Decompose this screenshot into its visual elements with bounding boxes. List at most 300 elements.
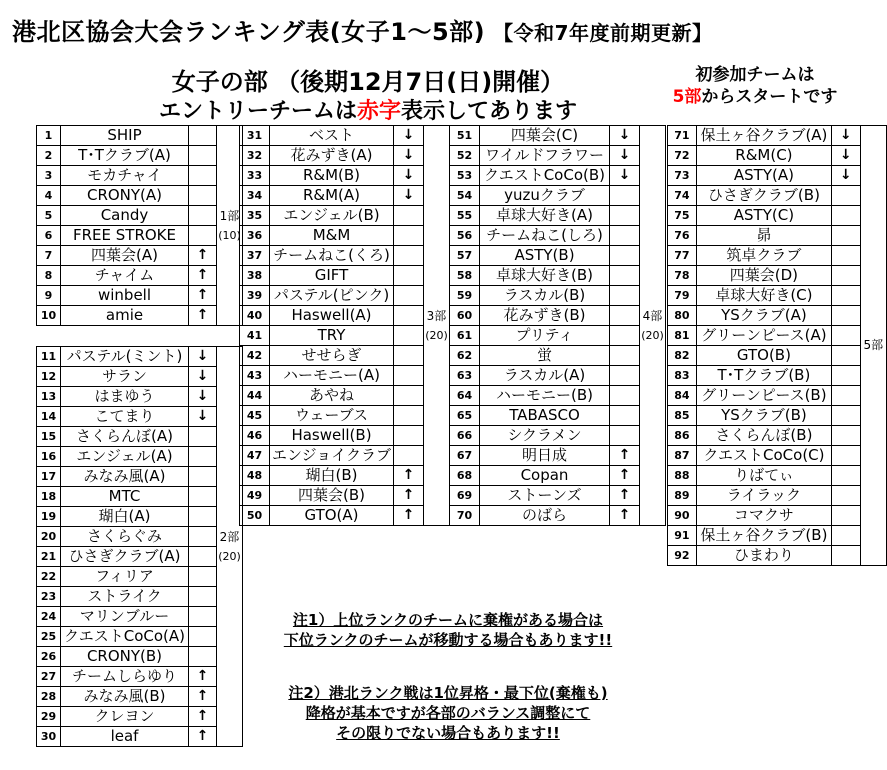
new-team-line2: からスタートです xyxy=(701,87,838,107)
rank-number: 59 xyxy=(450,286,480,306)
table-row xyxy=(37,206,243,226)
movement-arrow xyxy=(189,567,217,587)
movement-arrow xyxy=(189,126,217,146)
team-name: ひまわり xyxy=(696,546,831,566)
team-name: プリティ xyxy=(480,326,610,346)
table-row xyxy=(450,486,666,506)
team-name: ひさぎクラブ(B) xyxy=(696,186,831,206)
movement-arrow xyxy=(189,427,217,447)
team-name: ハーモニー(B) xyxy=(480,386,610,406)
table-row xyxy=(668,486,887,506)
division-name: 5部 xyxy=(863,338,884,352)
movement-arrow xyxy=(189,487,217,507)
rank-number: 52 xyxy=(450,146,480,166)
rank-number: 34 xyxy=(240,186,270,206)
movement-arrow xyxy=(610,426,640,446)
entry-note xyxy=(108,94,628,125)
team-name: こてまり xyxy=(61,407,189,427)
team-name: クエストCoCo(B) xyxy=(480,166,610,186)
team-name: コマクサ xyxy=(696,506,831,526)
movement-arrow xyxy=(394,306,424,326)
table-row xyxy=(450,306,666,326)
table-row xyxy=(37,587,243,607)
rank-number: 85 xyxy=(668,406,697,426)
team-name: T･Tクラブ(A) xyxy=(61,146,189,166)
rank-number: 21 xyxy=(37,547,61,567)
team-name: はまゆう xyxy=(61,387,189,407)
rank-number: 46 xyxy=(240,426,270,446)
table-row xyxy=(450,426,666,446)
update-label: 【令和7年度前期更新】 xyxy=(493,21,713,45)
movement-arrow xyxy=(394,426,424,446)
movement-arrow xyxy=(832,446,860,466)
team-name: T･Tクラブ(B) xyxy=(696,366,831,386)
rank-number: 54 xyxy=(450,186,480,206)
rank-number: 55 xyxy=(450,206,480,226)
team-name: チームしらゆり xyxy=(61,667,189,687)
table-row xyxy=(37,727,243,747)
table-row xyxy=(37,186,243,206)
team-name: あやね xyxy=(270,386,394,406)
movement-arrow xyxy=(394,326,424,346)
table-row xyxy=(37,286,243,306)
table-row xyxy=(668,246,887,266)
team-name: YSクラブ(B) xyxy=(696,406,831,426)
rank-number: 36 xyxy=(240,226,270,246)
team-name: クレヨン xyxy=(61,707,189,727)
rank-number: 66 xyxy=(450,426,480,446)
team-name: エンジェル(B) xyxy=(270,206,394,226)
movement-arrow xyxy=(610,366,640,386)
note-2 xyxy=(258,683,638,743)
team-name: ワイルドフラワー xyxy=(480,146,610,166)
rank-number: 16 xyxy=(37,447,61,467)
rank-number: 6 xyxy=(37,226,61,246)
table-row xyxy=(37,246,243,266)
rank-number: 20 xyxy=(37,527,61,547)
rank-number: 42 xyxy=(240,346,270,366)
movement-arrow: ↓ xyxy=(610,146,640,166)
team-name: SHIP xyxy=(61,126,189,146)
team-name: パステル(ミント) xyxy=(61,347,189,367)
rank-number: 70 xyxy=(450,506,480,526)
table-row xyxy=(37,226,243,246)
team-name: 花みずき(B) xyxy=(480,306,610,326)
team-name: ストライク xyxy=(61,587,189,607)
division-name: 4部 xyxy=(642,308,663,323)
team-name: CRONY(A) xyxy=(61,186,189,206)
team-name: ストーンズ xyxy=(480,486,610,506)
note-2-line-1: 注2）港北ランク戦は1位昇格・最下位(棄権も) xyxy=(288,684,608,702)
movement-arrow xyxy=(610,246,640,266)
table-row xyxy=(37,166,243,186)
team-name: M&M xyxy=(270,226,394,246)
table-row xyxy=(240,446,450,466)
table-row xyxy=(668,126,887,146)
rank-number: 31 xyxy=(240,126,270,146)
table-row xyxy=(668,426,887,446)
new-team-red: 5部 xyxy=(672,87,702,107)
team-name: amie xyxy=(61,306,189,326)
movement-arrow xyxy=(189,647,217,667)
movement-arrow xyxy=(610,346,640,366)
movement-arrow: ↓ xyxy=(189,387,217,407)
table-row xyxy=(37,347,243,367)
team-name: のばら xyxy=(480,506,610,526)
movement-arrow xyxy=(832,386,860,406)
table-row xyxy=(668,446,887,466)
new-team-line1: 初参加チームは xyxy=(695,65,815,85)
movement-arrow xyxy=(832,366,860,386)
rank-number: 11 xyxy=(37,347,61,367)
rank-number: 71 xyxy=(668,126,697,146)
team-name: R&M(B) xyxy=(270,166,394,186)
rank-number: 67 xyxy=(450,446,480,466)
rank-number: 30 xyxy=(37,727,61,747)
rank-number: 57 xyxy=(450,246,480,266)
table-row xyxy=(240,466,450,486)
movement-arrow: ↑ xyxy=(189,727,217,747)
team-name: 卓球大好き(B) xyxy=(480,266,610,286)
table-row xyxy=(668,466,887,486)
team-name: 昴 xyxy=(696,226,831,246)
movement-arrow xyxy=(832,306,860,326)
rank-number: 90 xyxy=(668,506,697,526)
movement-arrow: ↓ xyxy=(394,126,424,146)
table-row xyxy=(668,226,887,246)
team-name: YSクラブ(A) xyxy=(696,306,831,326)
movement-arrow: ↓ xyxy=(832,166,860,186)
table-row xyxy=(240,366,450,386)
table-row xyxy=(240,186,450,206)
team-name: ライラック xyxy=(696,486,831,506)
division-name: 2部 xyxy=(219,529,240,544)
movement-arrow xyxy=(394,386,424,406)
table-row xyxy=(37,306,243,326)
rank-number: 3 xyxy=(37,166,61,186)
movement-arrow xyxy=(610,286,640,306)
table-row xyxy=(37,146,243,166)
team-name: クエストCoCo(C) xyxy=(696,446,831,466)
table-row xyxy=(668,546,887,566)
rank-number: 14 xyxy=(37,407,61,427)
table-row xyxy=(668,306,887,326)
table-row xyxy=(668,506,887,526)
team-name: 四葉会(D) xyxy=(696,266,831,286)
movement-arrow xyxy=(394,366,424,386)
rank-number: 83 xyxy=(668,366,697,386)
rank-number: 32 xyxy=(240,146,270,166)
table-row xyxy=(240,206,450,226)
team-name: 四葉会(C) xyxy=(480,126,610,146)
table-row xyxy=(668,366,887,386)
table-row xyxy=(37,487,243,507)
table-row xyxy=(37,627,243,647)
team-name: チームねこ(くろ) xyxy=(270,246,394,266)
team-name: Copan xyxy=(480,466,610,486)
team-name: さくらぐみ xyxy=(61,527,189,547)
team-name: 四葉会(B) xyxy=(270,486,394,506)
division-table xyxy=(36,125,243,326)
rank-number: 84 xyxy=(668,386,697,406)
entry-prefix: エントリーチームは xyxy=(158,99,357,124)
rank-number: 87 xyxy=(668,446,697,466)
team-name: 瑚白(A) xyxy=(61,507,189,527)
team-name: せせらぎ xyxy=(270,346,394,366)
table-row xyxy=(240,166,450,186)
table-row xyxy=(450,346,666,366)
table-row xyxy=(240,226,450,246)
division-label xyxy=(860,126,886,566)
rank-number: 28 xyxy=(37,687,61,707)
movement-arrow: ↑ xyxy=(189,306,217,326)
team-name: 蛍 xyxy=(480,346,610,366)
table-row xyxy=(37,126,243,146)
team-name: モカチャイ xyxy=(61,166,189,186)
rank-number: 37 xyxy=(240,246,270,266)
movement-arrow: ↑ xyxy=(189,667,217,687)
movement-arrow xyxy=(610,266,640,286)
division-table xyxy=(36,346,243,747)
table-row xyxy=(450,366,666,386)
movement-arrow: ↑ xyxy=(189,246,217,266)
team-name: MTC xyxy=(61,487,189,507)
rank-number: 75 xyxy=(668,206,697,226)
note-2-line-2: 降格が基本ですが各部のバランス調整にて xyxy=(305,704,591,722)
table-row xyxy=(240,346,450,366)
event-subtitle: 女子の部 （後期12月7日(日)開催） xyxy=(171,68,565,96)
rank-number: 19 xyxy=(37,507,61,527)
table-row xyxy=(668,266,887,286)
movement-arrow xyxy=(189,447,217,467)
rank-number: 2 xyxy=(37,146,61,166)
rank-number: 22 xyxy=(37,567,61,587)
page-title xyxy=(12,12,882,47)
movement-arrow: ↑ xyxy=(189,707,217,727)
note-1-line-2: 下位ランクのチームが移動する場合もあります!! xyxy=(283,631,613,649)
rank-number: 91 xyxy=(668,526,697,546)
rank-number: 47 xyxy=(240,446,270,466)
team-name: エンジョイクラブ xyxy=(270,446,394,466)
team-name: FREE STROKE xyxy=(61,226,189,246)
movement-arrow: ↑ xyxy=(394,486,424,506)
rank-number: 60 xyxy=(450,306,480,326)
table-row xyxy=(450,246,666,266)
rank-number: 64 xyxy=(450,386,480,406)
table-row xyxy=(668,166,887,186)
rank-number: 1 xyxy=(37,126,61,146)
table-row xyxy=(450,166,666,186)
rank-number: 89 xyxy=(668,486,697,506)
team-name: マリンブルー xyxy=(61,607,189,627)
team-name: TABASCO xyxy=(480,406,610,426)
team-name: TRY xyxy=(270,326,394,346)
movement-arrow xyxy=(832,486,860,506)
movement-arrow: ↓ xyxy=(610,166,640,186)
division-name: 3部 xyxy=(426,308,447,323)
rank-number: 7 xyxy=(37,246,61,266)
rank-number: 76 xyxy=(668,226,697,246)
movement-arrow xyxy=(832,266,860,286)
table-row xyxy=(450,146,666,166)
team-name: グリーンピース(B) xyxy=(696,386,831,406)
division-table xyxy=(239,125,450,526)
rank-number: 44 xyxy=(240,386,270,406)
rank-number: 53 xyxy=(450,166,480,186)
rank-number: 49 xyxy=(240,486,270,506)
movement-arrow: ↑ xyxy=(610,506,640,526)
team-name: 卓球大好き(A) xyxy=(480,206,610,226)
team-name: ベスト xyxy=(270,126,394,146)
team-name: R&M(C) xyxy=(696,146,831,166)
table-row xyxy=(240,426,450,446)
movement-arrow xyxy=(610,186,640,206)
movement-arrow xyxy=(832,506,860,526)
movement-arrow: ↓ xyxy=(394,146,424,166)
movement-arrow: ↓ xyxy=(189,407,217,427)
movement-arrow xyxy=(189,166,217,186)
movement-arrow xyxy=(394,206,424,226)
movement-arrow: ↑ xyxy=(394,506,424,526)
rank-number: 40 xyxy=(240,306,270,326)
team-name: 卓球大好き(C) xyxy=(696,286,831,306)
rank-number: 63 xyxy=(450,366,480,386)
table-row xyxy=(240,506,450,526)
division-table xyxy=(449,125,666,526)
table-row xyxy=(37,507,243,527)
table-row xyxy=(668,526,887,546)
rank-number: 78 xyxy=(668,266,697,286)
table-row xyxy=(668,386,887,406)
movement-arrow xyxy=(189,627,217,647)
rank-number: 51 xyxy=(450,126,480,146)
movement-arrow: ↑ xyxy=(189,266,217,286)
movement-arrow xyxy=(832,546,860,566)
rank-number: 45 xyxy=(240,406,270,426)
team-name: yuzuクラブ xyxy=(480,186,610,206)
table-row xyxy=(37,427,243,447)
movement-arrow xyxy=(832,466,860,486)
movement-arrow xyxy=(832,406,860,426)
table-row xyxy=(37,467,243,487)
table-row xyxy=(37,687,243,707)
table-row xyxy=(450,386,666,406)
movement-arrow xyxy=(832,426,860,446)
rank-number: 4 xyxy=(37,186,61,206)
rank-number: 35 xyxy=(240,206,270,226)
table-row xyxy=(450,406,666,426)
movement-arrow: ↓ xyxy=(832,146,860,166)
movement-arrow xyxy=(394,266,424,286)
rank-number: 24 xyxy=(37,607,61,627)
team-name: 瑚白(B) xyxy=(270,466,394,486)
rank-number: 39 xyxy=(240,286,270,306)
team-name: エンジェル(A) xyxy=(61,447,189,467)
team-name: GTO(A) xyxy=(270,506,394,526)
rank-number: 77 xyxy=(668,246,697,266)
movement-arrow xyxy=(189,587,217,607)
team-name: ASTY(C) xyxy=(696,206,831,226)
table-row xyxy=(37,387,243,407)
table-row xyxy=(37,447,243,467)
movement-arrow xyxy=(832,206,860,226)
rank-number: 10 xyxy=(37,306,61,326)
movement-arrow xyxy=(832,246,860,266)
rank-number: 65 xyxy=(450,406,480,426)
team-name: ラスカル(B) xyxy=(480,286,610,306)
movement-arrow xyxy=(394,346,424,366)
movement-arrow: ↓ xyxy=(394,186,424,206)
movement-arrow: ↓ xyxy=(832,126,860,146)
rank-number: 79 xyxy=(668,286,697,306)
table-row xyxy=(668,146,887,166)
rank-number: 9 xyxy=(37,286,61,306)
table-row xyxy=(668,406,887,426)
movement-arrow xyxy=(189,146,217,166)
rank-number: 8 xyxy=(37,266,61,286)
movement-arrow: ↓ xyxy=(189,367,217,387)
table-row xyxy=(450,506,666,526)
movement-arrow: ↑ xyxy=(610,486,640,506)
rank-number: 62 xyxy=(450,346,480,366)
movement-arrow xyxy=(832,526,860,546)
rank-number: 17 xyxy=(37,467,61,487)
team-name: サラン xyxy=(61,367,189,387)
team-name: グリーンピース(A) xyxy=(696,326,831,346)
table-row xyxy=(668,286,887,306)
team-name: さくらんぼ(B) xyxy=(696,426,831,446)
movement-arrow xyxy=(394,286,424,306)
movement-arrow: ↓ xyxy=(610,126,640,146)
team-name: チームねこ(しろ) xyxy=(480,226,610,246)
movement-arrow xyxy=(610,226,640,246)
division-count: (20) xyxy=(218,549,241,563)
movement-arrow xyxy=(832,186,860,206)
table-row xyxy=(450,326,666,346)
table-row xyxy=(668,186,887,206)
rank-number: 25 xyxy=(37,627,61,647)
movement-arrow xyxy=(832,226,860,246)
movement-arrow xyxy=(189,206,217,226)
movement-arrow xyxy=(394,246,424,266)
table-row xyxy=(240,286,450,306)
division-name: 1部 xyxy=(219,208,240,223)
movement-arrow: ↑ xyxy=(394,466,424,486)
team-name: ウェーブス xyxy=(270,406,394,426)
table-row xyxy=(37,707,243,727)
table-row xyxy=(240,146,450,166)
movement-arrow: ↑ xyxy=(189,687,217,707)
rank-number: 12 xyxy=(37,367,61,387)
team-name: Haswell(B) xyxy=(270,426,394,446)
table-row xyxy=(37,367,243,387)
new-team-note xyxy=(640,64,870,108)
rank-number: 50 xyxy=(240,506,270,526)
team-name: りばてぃ xyxy=(696,466,831,486)
table-row xyxy=(668,346,887,366)
team-name: ラスカル(A) xyxy=(480,366,610,386)
movement-arrow: ↓ xyxy=(394,166,424,186)
team-name: 保土ヶ谷クラブ(B) xyxy=(696,526,831,546)
rank-number: 43 xyxy=(240,366,270,386)
movement-arrow xyxy=(610,206,640,226)
team-name: CRONY(B) xyxy=(61,647,189,667)
table-row xyxy=(37,407,243,427)
movement-arrow: ↑ xyxy=(189,286,217,306)
note-1-line-1: 注1）上位ランクのチームに棄権がある場合は xyxy=(292,611,604,629)
rank-number: 23 xyxy=(37,587,61,607)
table-row xyxy=(37,527,243,547)
